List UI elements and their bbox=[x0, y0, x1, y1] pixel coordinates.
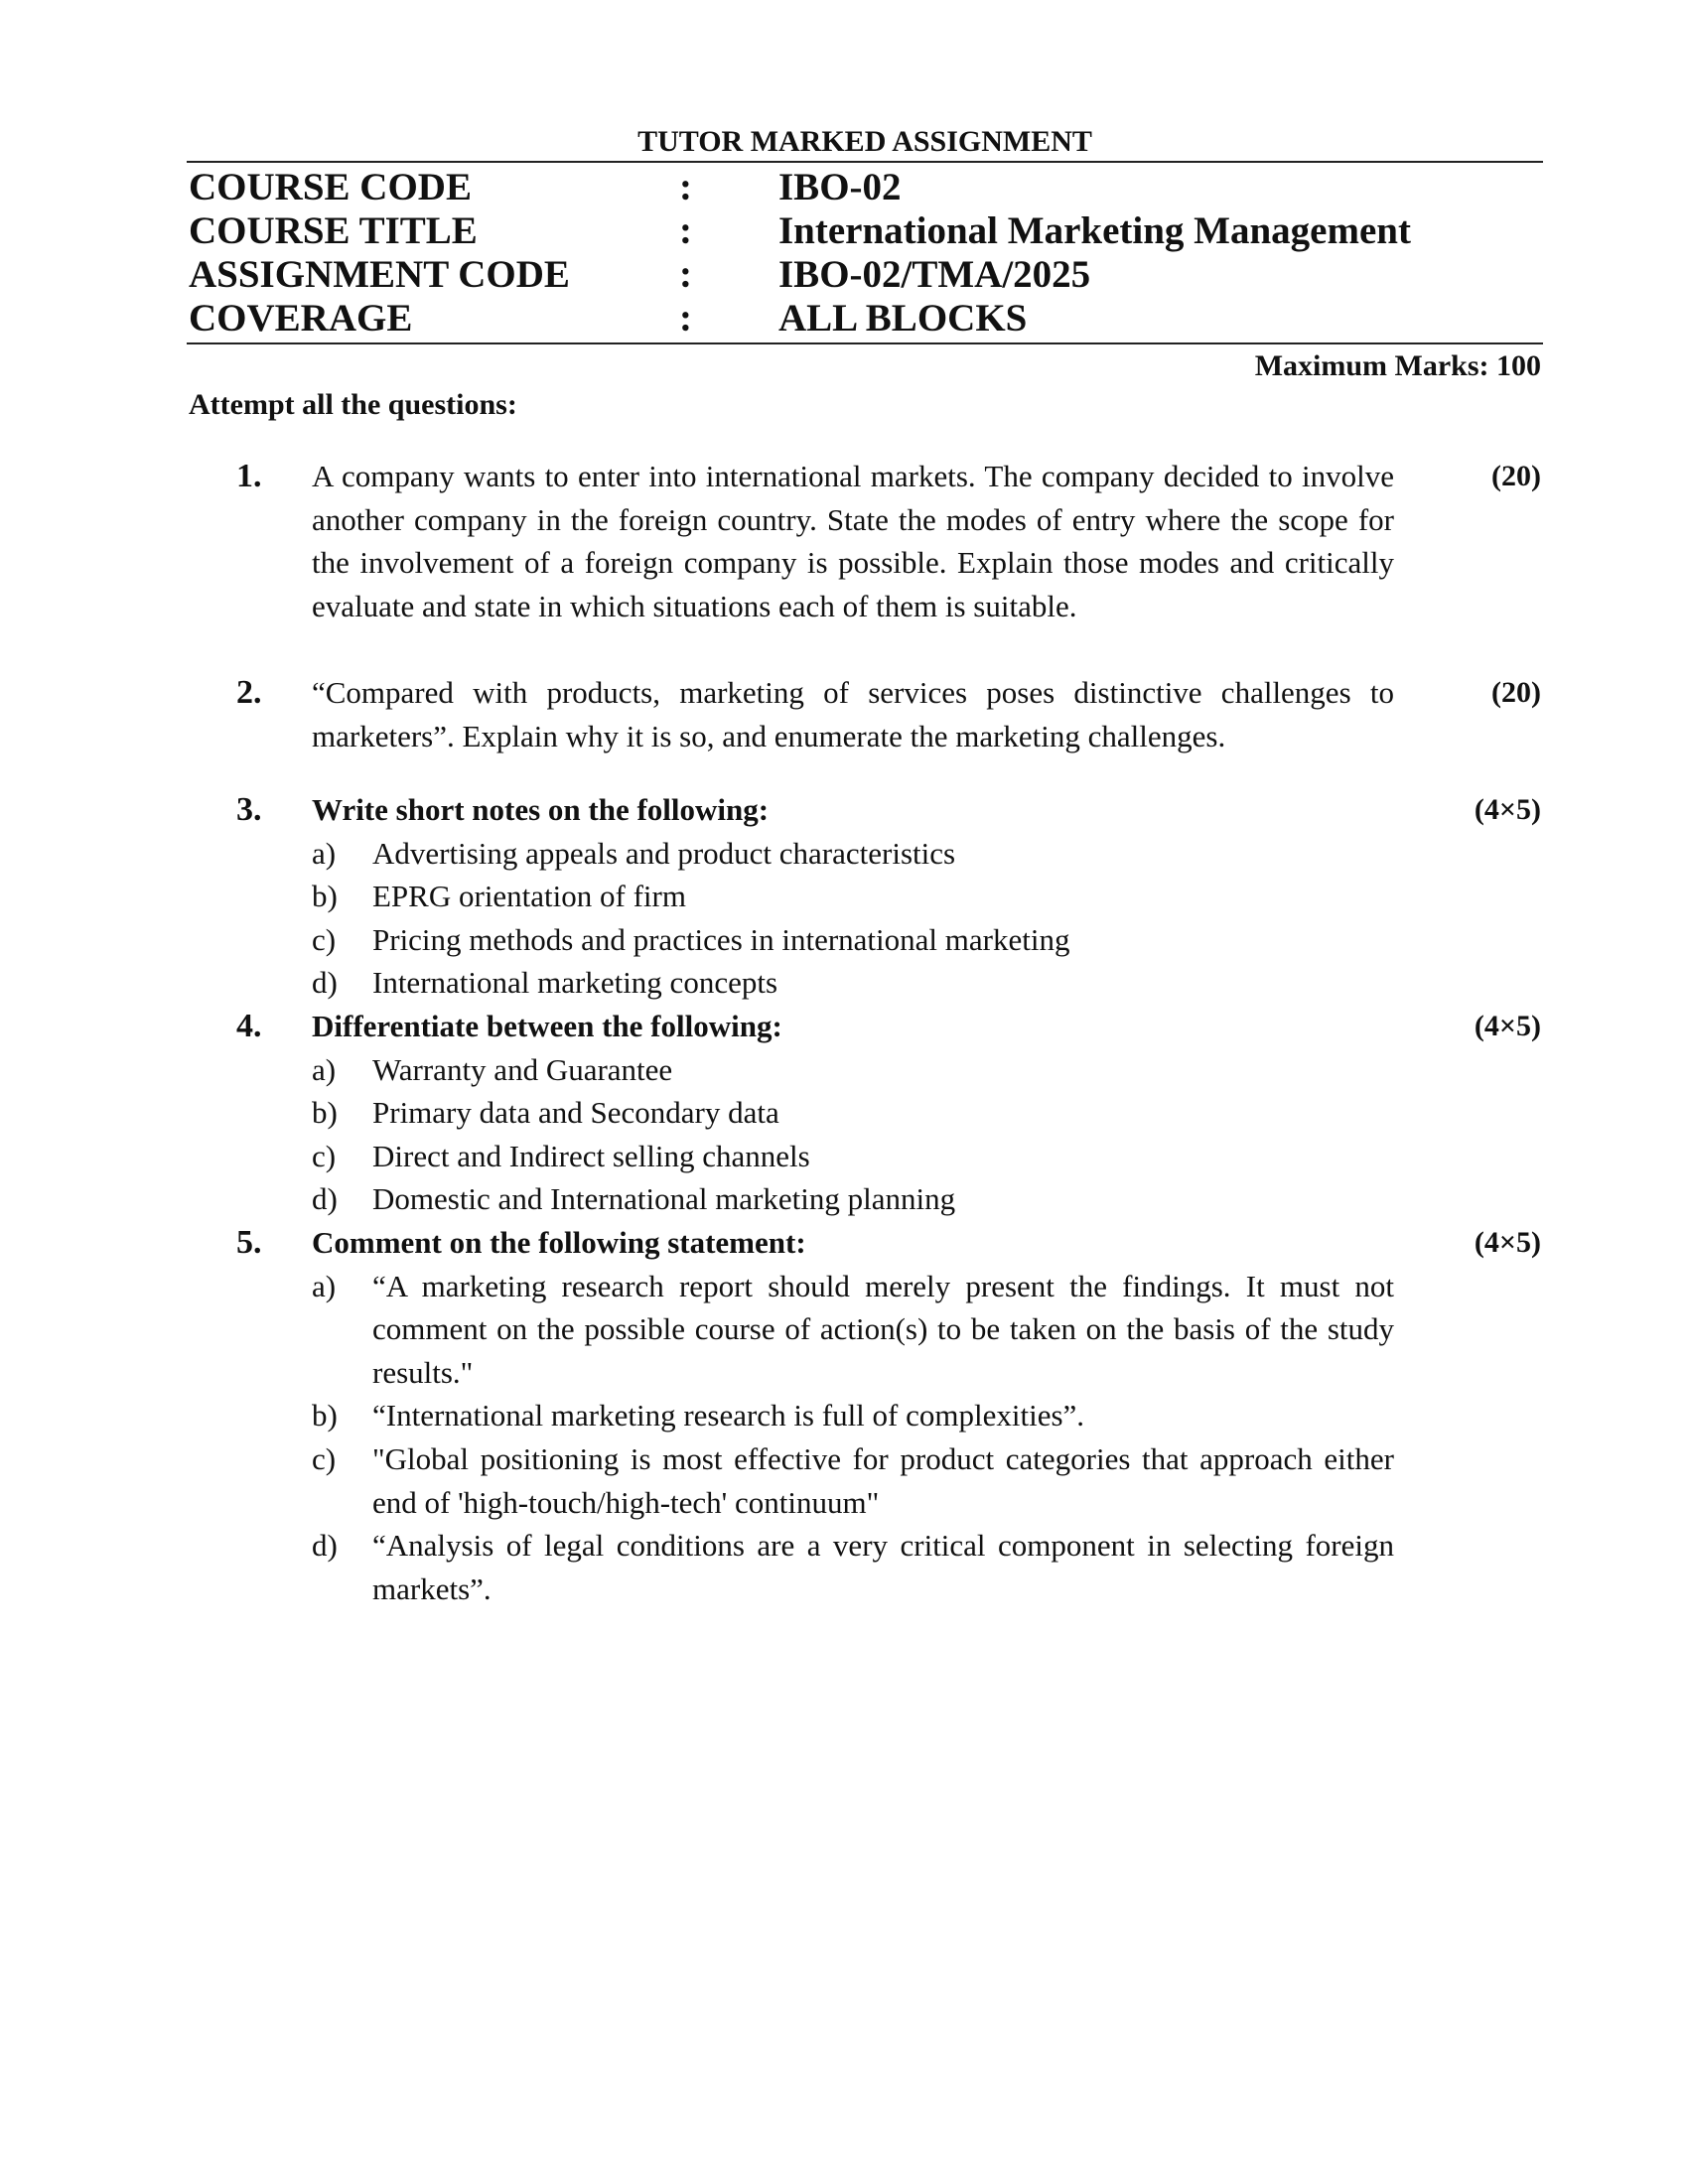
sub-question-letter: d) bbox=[312, 1181, 338, 1217]
question-text: A company wants to enter into international markets. The company decided to involve another company in the foreign country. State the modes of entry where the scope for the involvement of a foreign company is possible. Explain those modes and critically evaluate and state in which situations each of them is suitable. bbox=[312, 459, 1394, 623]
question-number: 2. bbox=[236, 674, 262, 711]
question-body bbox=[312, 1005, 1394, 1221]
assignment-code-value: IBO-02/TMA/2025 bbox=[778, 253, 1091, 296]
coverage-separator: : bbox=[679, 297, 692, 340]
sub-question bbox=[312, 832, 1394, 876]
sub-question bbox=[312, 1524, 1394, 1610]
question-marks: (20) bbox=[1491, 460, 1541, 492]
course-title-separator: : bbox=[679, 209, 692, 252]
sub-question bbox=[312, 1048, 1394, 1092]
assignment-code-label: ASSIGNMENT CODE bbox=[189, 253, 570, 296]
question-number: 5. bbox=[236, 1224, 262, 1261]
sub-question-text: “International marketing research is full of complexities”. bbox=[372, 1398, 1085, 1433]
sub-question-letter: b) bbox=[312, 1095, 338, 1131]
sub-question-text: Direct and Indirect selling channels bbox=[372, 1138, 810, 1173]
sub-question-text: Domestic and International marketing planning bbox=[372, 1181, 956, 1217]
question-marks: (4×5) bbox=[1474, 1010, 1541, 1042]
sub-question-text: “Analysis of legal conditions are a very critical component in selecting foreign markets”. bbox=[372, 1528, 1394, 1606]
sub-question-letter: b) bbox=[312, 1398, 338, 1433]
question-marks: (4×5) bbox=[1474, 1226, 1541, 1259]
course-title-value: International Marketing Management bbox=[778, 209, 1411, 252]
sub-question bbox=[312, 1265, 1394, 1395]
sub-question bbox=[312, 918, 1394, 962]
instruction-text: Attempt all the questions: bbox=[189, 388, 517, 421]
assignment-code-separator: : bbox=[679, 253, 692, 296]
question-number: 4. bbox=[236, 1008, 262, 1044]
question-heading: Write short notes on the following: bbox=[312, 792, 770, 827]
coverage-label: COVERAGE bbox=[189, 297, 413, 340]
sub-question bbox=[312, 1437, 1394, 1524]
sub-question-text: Primary data and Secondary data bbox=[372, 1095, 779, 1131]
course-code-value: IBO-02 bbox=[778, 166, 902, 208]
sub-question-letter: c) bbox=[312, 921, 337, 957]
sub-question bbox=[312, 961, 1394, 1005]
question-body bbox=[312, 1221, 1394, 1610]
sub-question-letter: c) bbox=[312, 1440, 337, 1476]
coverage-value: ALL BLOCKS bbox=[778, 297, 1028, 340]
question-number: 1. bbox=[236, 458, 262, 494]
sub-question-letter: a) bbox=[312, 835, 337, 871]
sub-question bbox=[312, 1135, 1394, 1178]
question-marks: (20) bbox=[1491, 676, 1541, 709]
sub-question-text: EPRG orientation of firm bbox=[372, 879, 686, 914]
sub-question-text: "Global positioning is most effective for product categories that approach either end of 'high-touch/high-tech' continuum" bbox=[372, 1440, 1394, 1520]
sub-question bbox=[312, 1177, 1394, 1221]
course-code-label: COURSE CODE bbox=[189, 166, 472, 208]
header-top-rule bbox=[187, 161, 1543, 163]
sub-question-text: International marketing concepts bbox=[372, 965, 778, 1001]
sub-question-text: Warranty and Guarantee bbox=[372, 1051, 673, 1087]
sub-question-text: Advertising appeals and product characteristics bbox=[372, 835, 956, 871]
question-heading: Differentiate between the following: bbox=[312, 1009, 782, 1043]
header-bottom-rule bbox=[187, 342, 1543, 344]
sub-question bbox=[312, 875, 1394, 918]
question-body bbox=[312, 788, 1394, 1005]
question-number: 3. bbox=[236, 791, 262, 828]
question-marks: (4×5) bbox=[1474, 793, 1541, 826]
document-title: TUTOR MARKED ASSIGNMENT bbox=[637, 125, 1092, 158]
question-text: “Compared with products, marketing of services poses distinctive challenges to marketers”. Explain why it is so, and enumerate the marketing challenges. bbox=[312, 675, 1394, 753]
sub-question-letter: a) bbox=[312, 1051, 337, 1087]
sub-question-letter: d) bbox=[312, 1528, 338, 1564]
sub-question-letter: d) bbox=[312, 965, 338, 1001]
sub-question-text: “A marketing research report should merely present the findings. It must not comment on the possible course of action(s) to be taken on the basis of the study results." bbox=[372, 1268, 1394, 1390]
course-code-separator: : bbox=[679, 166, 692, 208]
sub-question-letter: b) bbox=[312, 879, 338, 914]
sub-question bbox=[312, 1091, 1394, 1135]
sub-question-letter: c) bbox=[312, 1138, 337, 1173]
sub-question bbox=[312, 1394, 1394, 1437]
course-title-label: COURSE TITLE bbox=[189, 209, 478, 252]
maximum-marks: Maximum Marks: 100 bbox=[1254, 349, 1541, 382]
question-heading: Comment on the following statement: bbox=[312, 1225, 806, 1260]
sub-question-text: Pricing methods and practices in international marketing bbox=[372, 921, 1070, 957]
sub-question-letter: a) bbox=[312, 1268, 337, 1303]
